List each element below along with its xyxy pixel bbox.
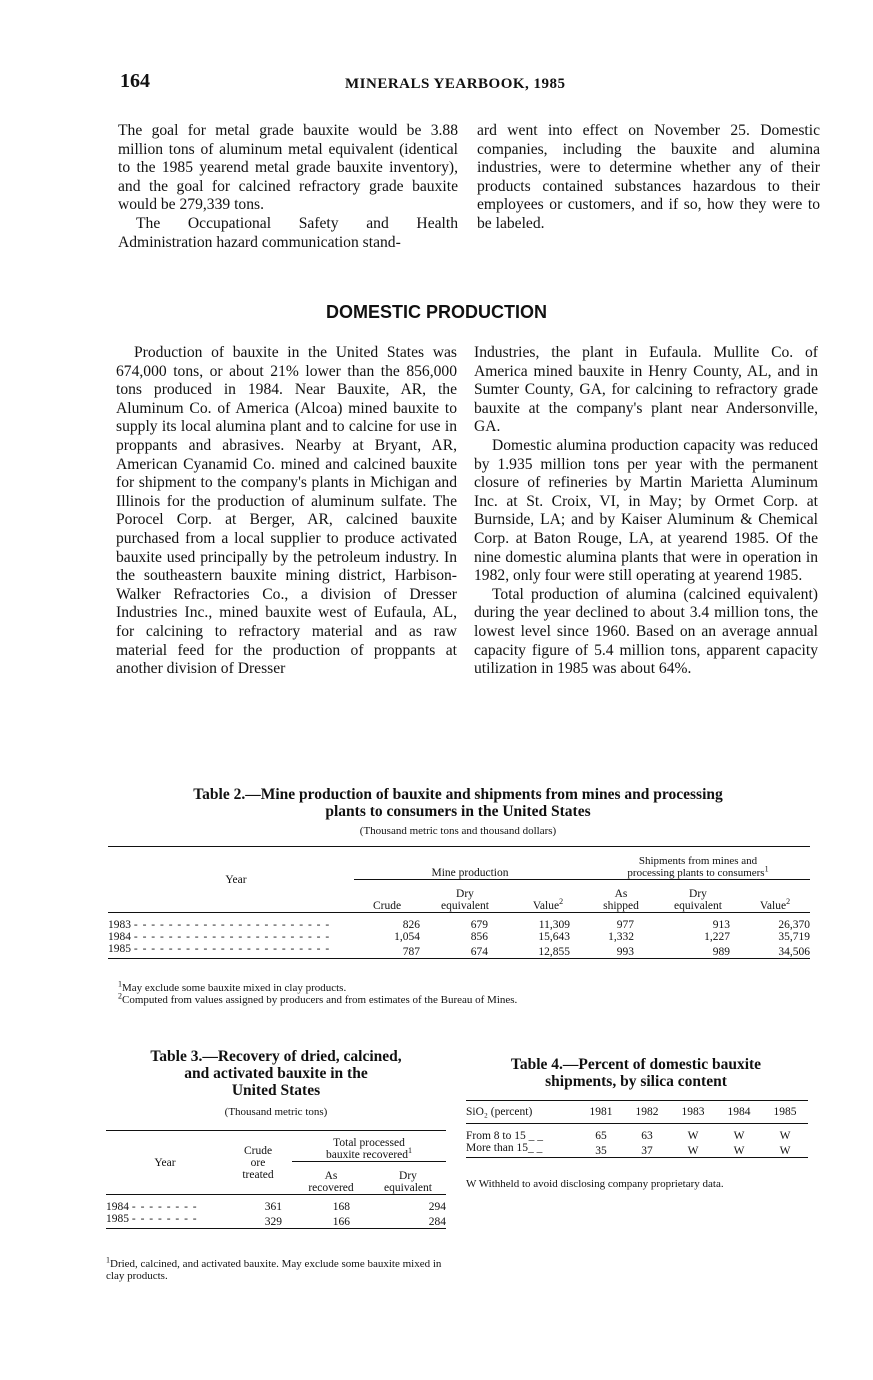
table3-col-crude: Crude ore treated [224,1131,292,1195]
intro-right-column [477,122,820,234]
body-paragraph: Industries, the plant in Eufaula. Mullite Co. of America mined bauxite in Henry County, AL, and in Sumter County, GA, for calcining to refractory grade bauxite at the company's plant near Andersonville, GA. [474,344,818,436]
table-row: 1985 - - - - - - - - 329 166 284 [106,1212,446,1228]
table-row: 1984 - - - - - - - - 361 168 294 [106,1200,446,1213]
intro-paragraph: ard went into effect on November 25. Domestic companies, including the bauxite and alumina industries, were to determine whether any of their products contained substances hazardous to their employees or customers, and if so, how they were to be labeled. [477,122,820,232]
table4-col-year: 1981 [589,1106,613,1118]
table2-title: Table 2.—Mine production of bauxite and shipments from mines and processing plants to consumers in the United States [193,786,723,820]
table3-title: Table 3.—Recovery of dried, calcined, and activated bauxite in the United States [150,1048,402,1099]
table3-col-as: As recovered [308,1170,354,1194]
table2-col-value: Value$^2$ [532,897,564,912]
body-paragraph: Production of bauxite in the United States was 674,000 tons, or about 21% lower than the 856,000 tons produced in 1984. Near Bauxite, AR, the Aluminum Co. of America (Alcoa) mined bauxite to supply its local alumina plant and to calcine for use in proppants and abrasives. Nearby at Bryant, AR, American Cyanamid Co. mined and calcined bauxite for shipment to the company's plants in Michigan and Illinois for the production of aluminum sulfate. The Porocel Corp. at Berger, AR, calcined bauxite purchased from a local supplier to produce activated bauxite used principally by the petroleum industry. In the southeastern bauxite mining district, Harbison-Walker Refractories Co., a division of Dresser Industries Inc., mined bauxite west of Eufaula, AL, for calcining to refractory material and as raw material feed for the production of proppants at another division of Dresser [116,344,457,678]
table3-footnote: $^1$Dried, calcined, and activated bauxite. May exclude some bauxite mixed in clay products. [106,1255,442,1282]
table-row: More than 15_ _ 35 37 W W W [466,1142,808,1158]
table2-col-year: Year [108,847,354,913]
table-row: 1984 - - - - - - - - - - - - - - - - - - - - - - - 1,054 856 15,643 1,332 1,227 35,719 [108,930,810,943]
table4-col-year: 1983 [681,1106,705,1118]
intro-paragraph: The Occupational Safety and Health Administration hazard communication stand- [118,214,458,251]
table-row: From 8 to 15 _ _ 65 63 W W W [466,1129,791,1142]
body-paragraph: Total production of alumina (calcined equivalent) during the year declined to about 3.4 million tons, the lowest level since 1960. Based on an average annual capacity figure of 5.4 million tons, apparent capacity utilization in 1985 was about 64%. [474,585,818,678]
table4-col-silica: SiO₂ (percent) [466,1106,533,1118]
body-paragraph: Domestic alumina production capacity was reduced by 1.935 million tons per year with the permanent closure of refineries by Martin Marietta Aluminum Inc. at St. Croix, VI, in May; by Ormet Corp. at Burnside, LA; and by Kaiser Aluminum & Chemical Corp. at Baton Rouge, LA, at yearend 1985. Of the nine domestic alumina plants that were in operation in 1982, only four were still operating at yearend 1985. [474,436,818,585]
table2-col-value2: Value$^2$ [759,897,791,912]
intro-left-column [118,122,458,252]
intro-paragraph: The goal for metal grade bauxite would be 3.88 million tons of aluminum metal equivalent (identical to the 1985 yearend metal grade bauxite inventory), and the goal for calcined refractory grade bauxite would be 279,339 tons. [118,122,458,214]
table3-subtitle: (Thousand metric tons) [224,1106,328,1118]
table3 [106,1130,446,1229]
table2-group-mine: Mine production [354,847,586,880]
running-title: MINERALS YEARBOOK, 1985 [345,76,566,92]
section-left-column [116,344,457,679]
section-heading: DOMESTIC PRODUCTION [325,302,547,322]
table4 [466,1100,808,1158]
table4-col-year: 1985 [773,1106,797,1118]
table-row: 1985 - - - - - - - - - - - - - - - - - - - - - - - 787 674 12,855 993 989 34,506 [108,942,810,958]
table2 [108,846,810,959]
table2-footnotes: $^1$May exclude some bauxite mixed in clay products. $^2$Computed from values assigned by producers and from estimates of the Bureau of Mines. [118,979,518,1006]
table3-col-dry: Dry equivalent [384,1170,432,1194]
table2-col-as-shipped: As shipped [603,888,639,912]
table4-footnote: W Withheld to avoid disclosing company proprietary data. [466,1178,724,1190]
table2-subtitle: (Thousand metric tons and thousand dollars) [359,825,557,837]
table2-col-dry-eq: Dry equivalent [674,888,722,912]
table2-col-crude: Crude [372,900,402,912]
table3-col-year: Year [106,1131,224,1195]
page-number: 164 [120,70,150,92]
section-right-column [474,344,818,679]
table2-col-dry: Dry equivalent [441,888,489,912]
table4-col-year: 1982 [635,1106,659,1118]
table-row: 1983 - - - - - - - - - - - - - - - - - - - - - - - 826 679 11,309 977 913 26,370 [108,918,810,931]
table2-group-shipments: Shipments from mines and processing plants to consumers$^1$ [586,847,810,880]
table4-col-year: 1984 [727,1106,751,1118]
table4-title: Table 4.—Percent of domestic bauxite shipments, by silica content [510,1056,762,1090]
table3-group: Total processed bauxite recovered$^1$ [292,1131,446,1162]
